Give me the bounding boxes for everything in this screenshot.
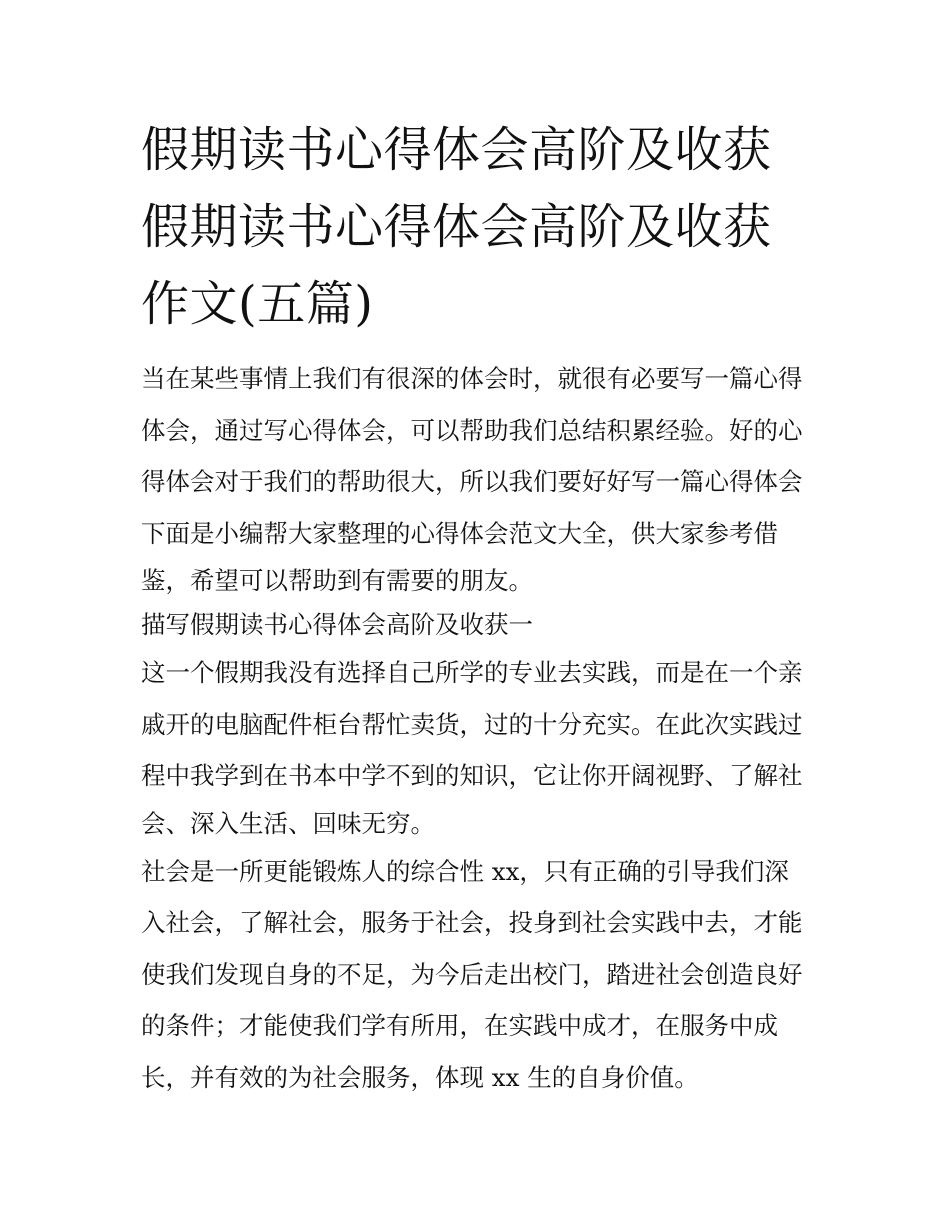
text-line: 体会，通过写心得体会，可以帮助我们总结积累经验。好的心: [141, 415, 803, 445]
body-paragraph-1: [141, 647, 821, 846]
section-heading: [141, 603, 821, 647]
text-line: 程中我学到在书本中学不到的知识，它让你开阔视野、了解社: [141, 761, 803, 790]
title-line-2: 假期读书心得体会高阶及收获: [141, 199, 772, 255]
text-line: 戚开的电脑配件柜台帮忙卖货，过的十分充实。在此次实践过: [141, 709, 803, 739]
text-line: 入社会，了解社会，服务于社会，投身到社会实践中去，才能: [141, 908, 803, 937]
text-line: 这一个假期我没有选择自己所学的专业去实践，而是在一个亲: [141, 658, 803, 687]
text-line: 使我们发现自身的不足，为今后走出校门，踏进社会创造良好: [141, 959, 803, 989]
section-heading-text: 描写假期读书心得体会高阶及收获一: [141, 610, 533, 639]
text-line: 鉴，希望可以帮助到有需要的朋友。: [141, 566, 533, 595]
text-line: 的条件；才能使我们学有所用，在实践中成才，在服务中成: [141, 1011, 778, 1040]
title-line-3: 作文(五篇): [141, 276, 374, 332]
text-line: 长，并有效的为社会服务，体现 xx 生的自身价值。: [141, 1062, 699, 1092]
body-paragraph-2: [141, 846, 821, 1104]
text-line: 得体会对于我们的帮助很大，所以我们要好好写一篇心得体会: [141, 467, 803, 496]
title-line-1: 假期读书心得体会高阶及收获: [141, 122, 772, 178]
text-line: 会、深入生活、回味无穷。: [141, 808, 435, 838]
document-title: [141, 112, 821, 343]
text-line: 下面是小编帮大家整理的心得体会范文大全，供大家参考借: [141, 518, 778, 548]
text-line: 社会是一所更能锻炼人的综合性 xx，只有正确的引导我们深: [141, 856, 789, 886]
document-body: [141, 353, 821, 1103]
text-line: 当在某些事情上我们有很深的体会时，就很有必要写一篇心得: [141, 364, 803, 393]
intro-paragraph: [141, 353, 821, 603]
